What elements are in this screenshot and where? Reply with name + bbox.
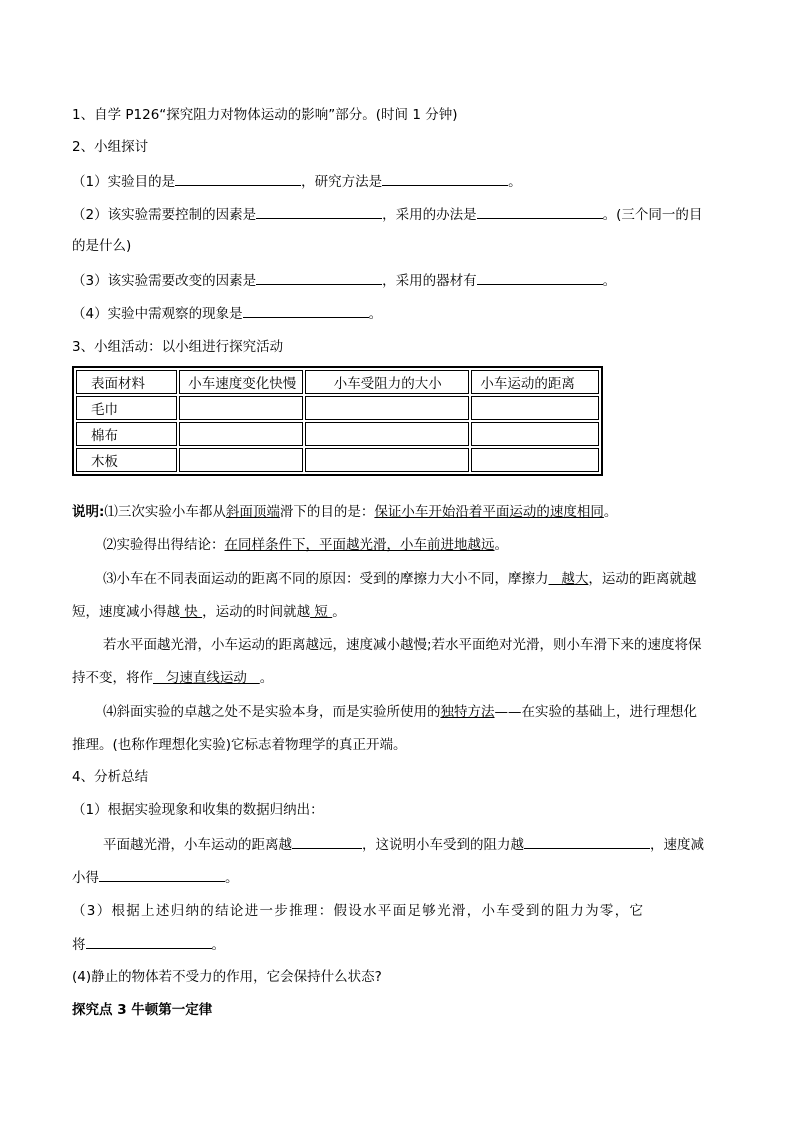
table-cell[interactable] <box>471 422 599 446</box>
table-cell[interactable] <box>471 396 599 420</box>
note-4: ⑷斜面实验的卓越之处不是实验本身，而是实验所使用的独特方法——在实验的基础上，进行理想化 <box>103 704 697 720</box>
paragraph-frictionless-cont: 持不变，将作 匀速直线运动 。 <box>72 670 274 686</box>
answer-blank[interactable] <box>292 835 362 849</box>
summary-1-head: （1）根据实验现象和收集的数据归纳出： <box>72 802 324 818</box>
answer-blank[interactable] <box>256 205 382 219</box>
table-row <box>76 448 599 472</box>
table-cell[interactable] <box>179 396 302 420</box>
answer-blank[interactable] <box>175 172 301 186</box>
answer-blank[interactable] <box>524 835 650 849</box>
note-1: 说明:⑴三次实验小车都从斜面顶端滑下的目的是：保证小车开始沿着平面运动的速度相同。 <box>72 504 618 520</box>
summary-3: （3）根据上述归纳的结论进一步推理：假设水平面足够光滑，小车受到的阻力为零，它 <box>72 903 645 919</box>
note-2: ⑵实验得出得结论：在同样条件下，平面越光滑，小车前进地越远。 <box>103 537 508 553</box>
question-3: （3）该实验需要改变的因素是 ，采用的器材有 。 <box>72 273 617 289</box>
table-header-row <box>76 370 599 394</box>
summary-4: (4)静止的物体若不受力的作用，它会保持什么状态? <box>72 969 382 985</box>
note-4-cont: 推理。(也称作理想化实验)它标志着物理学的真正开端。 <box>72 737 407 753</box>
answer-blank[interactable] <box>256 271 382 285</box>
table-header: 小车运动的距离 <box>471 370 599 394</box>
table-header: 表面材料 <box>76 370 177 394</box>
table-row <box>76 396 599 420</box>
answer-blank[interactable] <box>382 172 508 186</box>
table-header: 小车受阻力的大小 <box>305 370 470 394</box>
question-4: （4）实验中需观察的现象是 。 <box>72 306 383 322</box>
table-cell[interactable] <box>305 396 470 420</box>
row-label: 棉布 <box>76 422 177 446</box>
table-row <box>76 422 599 446</box>
table-header: 小车速度变化快慢 <box>179 370 302 394</box>
table-cell[interactable] <box>305 448 470 472</box>
question-1: （1）实验目的是 ，研究方法是 。 <box>72 174 522 190</box>
row-label: 毛巾 <box>76 396 177 420</box>
summary-1-line: 平面越光滑，小车运动的距离越 ，这说明小车受到的阻力越 ，速度减 <box>103 837 704 853</box>
question-2: （2）该实验需要控制的因素是 ，采用的办法是 。(三个同一的目 <box>72 207 703 223</box>
row-label: 木板 <box>76 448 177 472</box>
summary-1-line-cont: 小得 。 <box>72 870 239 886</box>
answer-blank[interactable] <box>243 304 369 318</box>
table-cell[interactable] <box>305 422 470 446</box>
answer-blank[interactable] <box>477 205 603 219</box>
question-2-cont: 的是什么) <box>72 238 132 254</box>
note-3-cont: 短，速度减小得越 快 ，运动的时间就越 短 。 <box>72 604 346 620</box>
table-cell[interactable] <box>471 448 599 472</box>
note-3: ⑶小车在不同表面运动的距离不同的原因：受到的摩擦力大小不同，摩擦力 越大，运动的距离就越 <box>103 571 697 587</box>
answer-blank[interactable] <box>99 868 225 882</box>
experiment-table <box>72 366 603 476</box>
paragraph-frictionless: 若水平面越光滑，小车运动的距离越远，速度减小越慢;若水平面绝对光滑，则小车滑下来的速度将保 <box>103 637 702 653</box>
section-1-line: 1、自学 P126“探究阻力对物体运动的影响”部分。(时间 1 分钟) <box>72 107 458 123</box>
answer-blank[interactable] <box>477 271 603 285</box>
section-2-title: 2、小组探讨 <box>72 139 149 155</box>
section-4-title: 4、分析总结 <box>72 769 149 785</box>
summary-3-cont: 将 。 <box>72 937 225 953</box>
answer-blank[interactable] <box>86 935 212 949</box>
section-heading-newton: 探究点 3 牛顿第一定律 <box>72 1002 213 1018</box>
table-cell[interactable] <box>179 422 302 446</box>
table-cell[interactable] <box>179 448 302 472</box>
section-3-title: 3、小组活动：以小组进行探究活动 <box>72 339 284 355</box>
